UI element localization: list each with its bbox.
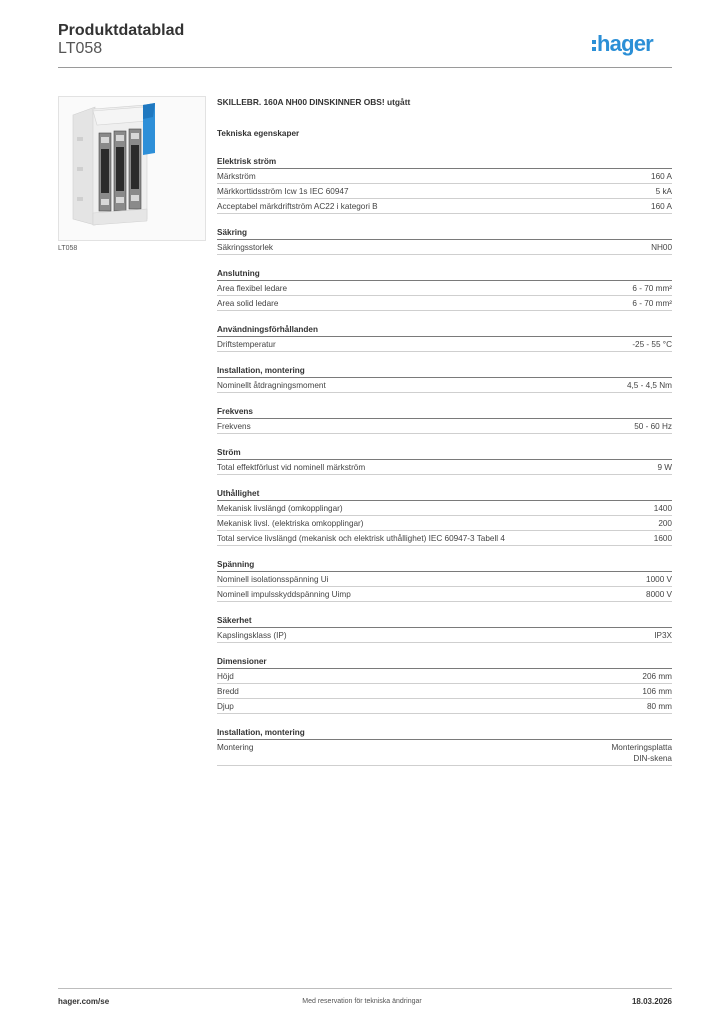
- spec-value: 206 mm: [642, 672, 672, 681]
- spec-group: [217, 656, 672, 714]
- spec-value: 6 - 70 mm²: [632, 284, 672, 293]
- spec-group: [217, 324, 672, 352]
- spec-group: [217, 365, 672, 393]
- spec-label: Mekanisk livsl. (elektriska omkopplingar): [217, 519, 364, 528]
- spec-group-title: Säkring: [217, 227, 672, 240]
- spec-value: 1400: [653, 504, 672, 513]
- spec-row: [217, 296, 672, 311]
- spec-value: 106 mm: [642, 687, 672, 696]
- hager-logo: [592, 28, 674, 58]
- spec-group-title: Dimensioner: [217, 656, 672, 669]
- footer-disclaimer: Med reservation för tekniska ändringar: [302, 998, 422, 1005]
- spec-group: [217, 227, 672, 255]
- spec-label: Frekvens: [217, 422, 251, 431]
- spec-value: 1600: [653, 534, 672, 543]
- specifications: [217, 96, 672, 779]
- product-code: LT058: [58, 40, 103, 57]
- spec-row: [217, 184, 672, 199]
- spec-label: Märkkorttidsström Icw 1s IEC 60947: [217, 187, 349, 196]
- spec-label: Mekanisk livslängd (omkopplingar): [217, 504, 343, 513]
- spec-value: Monteringsplatta DIN-skena: [611, 743, 672, 763]
- spec-row: [217, 740, 672, 766]
- page-title: Produktdatablad: [58, 22, 185, 39]
- spec-label: Acceptabel märkdriftström AC22 i kategori B: [217, 202, 378, 211]
- spec-value: IP3X: [654, 631, 672, 640]
- spec-groups: [217, 156, 672, 766]
- spec-value: 5 kA: [655, 187, 672, 196]
- spec-row: [217, 628, 672, 643]
- spec-row: [217, 240, 672, 255]
- footer-date: 18.03.2026: [631, 997, 672, 1006]
- spec-row: [217, 501, 672, 516]
- spec-group: [217, 488, 672, 546]
- spec-group: [217, 447, 672, 475]
- spec-value: 9 W: [657, 463, 672, 472]
- spec-value: -25 - 55 °C: [632, 340, 672, 349]
- footer-divider: [58, 988, 672, 989]
- spec-label: Area solid ledare: [217, 299, 279, 308]
- spec-label: Nominell isolationsspänning Ui: [217, 575, 329, 584]
- spec-row: [217, 281, 672, 296]
- spec-value: 160 A: [651, 202, 672, 211]
- section-title: Tekniska egenskaper: [217, 129, 300, 138]
- spec-value: 160 A: [651, 172, 672, 181]
- spec-row: [217, 572, 672, 587]
- header-divider: [58, 67, 672, 68]
- spec-group-title: Installation, montering: [217, 727, 672, 740]
- spec-label: Montering: [217, 743, 254, 752]
- spec-row: [217, 337, 672, 352]
- spec-group-title: Elektrisk ström: [217, 156, 672, 169]
- spec-group-title: Användningsförhållanden: [217, 324, 672, 337]
- spec-row: [217, 669, 672, 684]
- svg-text:hager: hager: [597, 31, 653, 56]
- spec-label: Driftstemperatur: [217, 340, 276, 349]
- spec-label: Area flexibel ledare: [217, 284, 288, 293]
- spec-label: Märkström: [217, 172, 256, 181]
- spec-group-title: Spänning: [217, 559, 672, 572]
- spec-value: NH00: [651, 243, 672, 252]
- spec-group: [217, 615, 672, 643]
- spec-group: [217, 727, 672, 766]
- spec-group: [217, 268, 672, 311]
- spec-row: [217, 516, 672, 531]
- spec-label: Djup: [217, 702, 234, 711]
- spec-value: 1000 V: [646, 575, 672, 584]
- spec-label: Total effektförlust vid nominell märkström: [217, 463, 366, 472]
- spec-group-title: Anslutning: [217, 268, 672, 281]
- spec-label: Höjd: [217, 672, 234, 681]
- spec-group-title: Ström: [217, 447, 672, 460]
- spec-label: Kapslingsklass (IP): [217, 631, 287, 640]
- product-image: [58, 96, 206, 241]
- spec-value: 50 - 60 Hz: [634, 422, 672, 431]
- spec-label: Bredd: [217, 687, 239, 696]
- spec-group-title: Uthållighet: [217, 488, 672, 501]
- spec-group: [217, 156, 672, 214]
- spec-row: [217, 419, 672, 434]
- image-caption: LT058: [58, 245, 78, 252]
- spec-row: [217, 199, 672, 214]
- spec-row: [217, 460, 672, 475]
- spec-row: [217, 587, 672, 602]
- spec-group: [217, 406, 672, 434]
- spec-label: Total service livslängd (mekanisk och elektrisk uthållighet) IEC 60947-3 Tabell 4: [217, 534, 505, 543]
- spec-row: [217, 684, 672, 699]
- spec-row: [217, 699, 672, 714]
- spec-group-title: Installation, montering: [217, 365, 672, 378]
- spec-row: [217, 169, 672, 184]
- spec-value: 200: [658, 519, 672, 528]
- fuse-switch-illustration: [59, 97, 205, 240]
- spec-value: 80 mm: [646, 702, 672, 711]
- product-description: SKILLEBR. 160A NH00 DINSKINNER OBS! utgått: [217, 97, 411, 107]
- spec-row: [217, 531, 672, 546]
- footer-website: hager.com/se: [58, 997, 110, 1006]
- spec-group-title: Frekvens: [217, 406, 672, 419]
- spec-value: 4,5 - 4,5 Nm: [626, 381, 672, 390]
- spec-group: [217, 559, 672, 602]
- spec-value: 8000 V: [646, 590, 672, 599]
- spec-label: Säkringsstorlek: [217, 243, 273, 252]
- spec-label: Nominellt åtdragningsmoment: [217, 381, 326, 390]
- spec-value: 6 - 70 mm²: [632, 299, 672, 308]
- spec-label: Nominell impulsskyddspänning Uimp: [217, 590, 351, 599]
- spec-group-title: Säkerhet: [217, 615, 672, 628]
- spec-row: [217, 378, 672, 393]
